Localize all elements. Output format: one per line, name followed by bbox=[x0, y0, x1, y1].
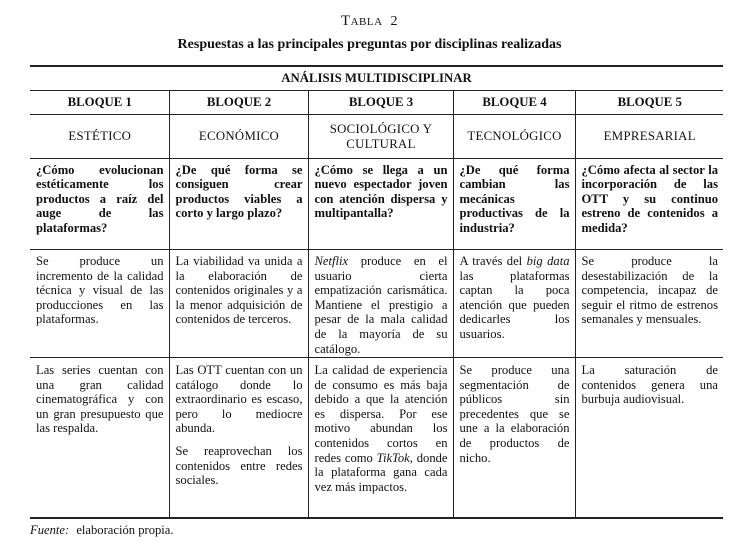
answer-cell: La saturación de contenidos genera una burbuja audiovisual. bbox=[575, 358, 723, 519]
bloque-row bbox=[30, 91, 723, 115]
bloque-cell: BLOQUE 1 bbox=[30, 91, 169, 115]
table-number-value: 2 bbox=[390, 14, 399, 29]
tiktok-italic: TikTok bbox=[376, 450, 410, 465]
multidisciplinary-table bbox=[30, 65, 723, 519]
source-note bbox=[30, 523, 174, 538]
question-cell: ¿Cómo evolucionan estéticamente los productos a raíz del auge de las plataformas? bbox=[30, 159, 169, 250]
source-label: Fuente: bbox=[30, 523, 70, 537]
discipline-cell: SOCIOLÓGICO Y CULTURAL bbox=[308, 115, 453, 159]
answer-cell bbox=[308, 250, 453, 358]
answer-text: A través del bbox=[459, 254, 527, 268]
header-row bbox=[30, 66, 723, 91]
answer-text: La calidad de experiencia de consumo es más baja debido a que la atención es dispersa. Por ese motivo abundan los contenidos cortos en redes como bbox=[314, 363, 448, 465]
answer-paragraph: Se reaprovechan los contenidos entre redes sociales. bbox=[175, 443, 303, 488]
answer-text: , donde la plataforma gana cada vez más impactos. bbox=[314, 450, 448, 494]
question-row bbox=[30, 159, 723, 250]
table-label: Tabla bbox=[340, 13, 383, 29]
bloque-cell: BLOQUE 3 bbox=[308, 91, 453, 115]
answer-cell bbox=[308, 358, 453, 519]
question-cell: ¿De qué forma cambian las mecánicas productivas de la industria? bbox=[453, 159, 575, 250]
table-title: Respuestas a las principales preguntas por disciplinas realizadas bbox=[177, 37, 562, 52]
answer-cell: La viabilidad va unida a la elaboración de contenidos originales y a la menor adquisición de contenidos de terceros. bbox=[169, 250, 308, 358]
question-cell: ¿Cómo se llega a un nuevo espectador joven con atención dispersa y multipantalla? bbox=[308, 159, 453, 250]
answer-cell: Se produce un incremento de la calidad técnica y visual de las producciones en las plataformas. bbox=[30, 250, 169, 358]
answer-cell bbox=[169, 358, 308, 519]
answer-text: las plataformas captan la poca atención que pueden dedicarles los usuarios. bbox=[459, 268, 570, 341]
answer-cell: Las series cuentan con una gran calidad cinematográfica y con un gran presupuesto que las respalda. bbox=[30, 358, 169, 519]
table-number bbox=[0, 13, 739, 30]
question-cell: ¿Cómo afecta al sector la incorporación de las OTT y su continuo estreno de contenidos a medida? bbox=[575, 159, 723, 250]
discipline-row bbox=[30, 115, 723, 159]
answer-paragraph: Las OTT cuentan con un catálogo donde lo extraordinario es escaso, pero lo mediocre abunda. bbox=[175, 363, 303, 436]
answer-cell: Se produce la desestabilización de la competencia, incapaz de seguir el ritmo de estrenos semanales y mensuales. bbox=[575, 250, 723, 358]
source-text: elaboración propia. bbox=[76, 523, 174, 537]
answer-cell: Se produce una segmentación de públicos sin precedentes que se une a la elaboración de productos de nicho. bbox=[453, 358, 575, 519]
answer-text: produce en el usuario cierta empatización carismática. Mantiene el prestigio a pesar de la mala calidad de la mayoría de su catálogo. bbox=[314, 254, 448, 356]
answer-cell bbox=[453, 250, 575, 358]
answer-row-1 bbox=[30, 250, 723, 358]
question-cell: ¿De qué forma se consiguen crear productos viables a corto y largo plazo? bbox=[169, 159, 308, 250]
answer-row-2 bbox=[30, 358, 723, 519]
discipline-cell: EMPRESARIAL bbox=[575, 115, 723, 159]
bloque-cell: BLOQUE 5 bbox=[575, 91, 723, 115]
discipline-cell: TECNOLÓGICO bbox=[453, 115, 575, 159]
discipline-cell: ECONÓMICO bbox=[169, 115, 308, 159]
netflix-italic: Netflix bbox=[314, 254, 349, 268]
table-header: ANÁLISIS MULTIDISCIPLINAR bbox=[30, 66, 723, 91]
bloque-cell: BLOQUE 4 bbox=[453, 91, 575, 115]
bloque-cell: BLOQUE 2 bbox=[169, 91, 308, 115]
discipline-cell: ESTÉTICO bbox=[30, 115, 169, 159]
big-data-italic: big data bbox=[526, 254, 570, 268]
